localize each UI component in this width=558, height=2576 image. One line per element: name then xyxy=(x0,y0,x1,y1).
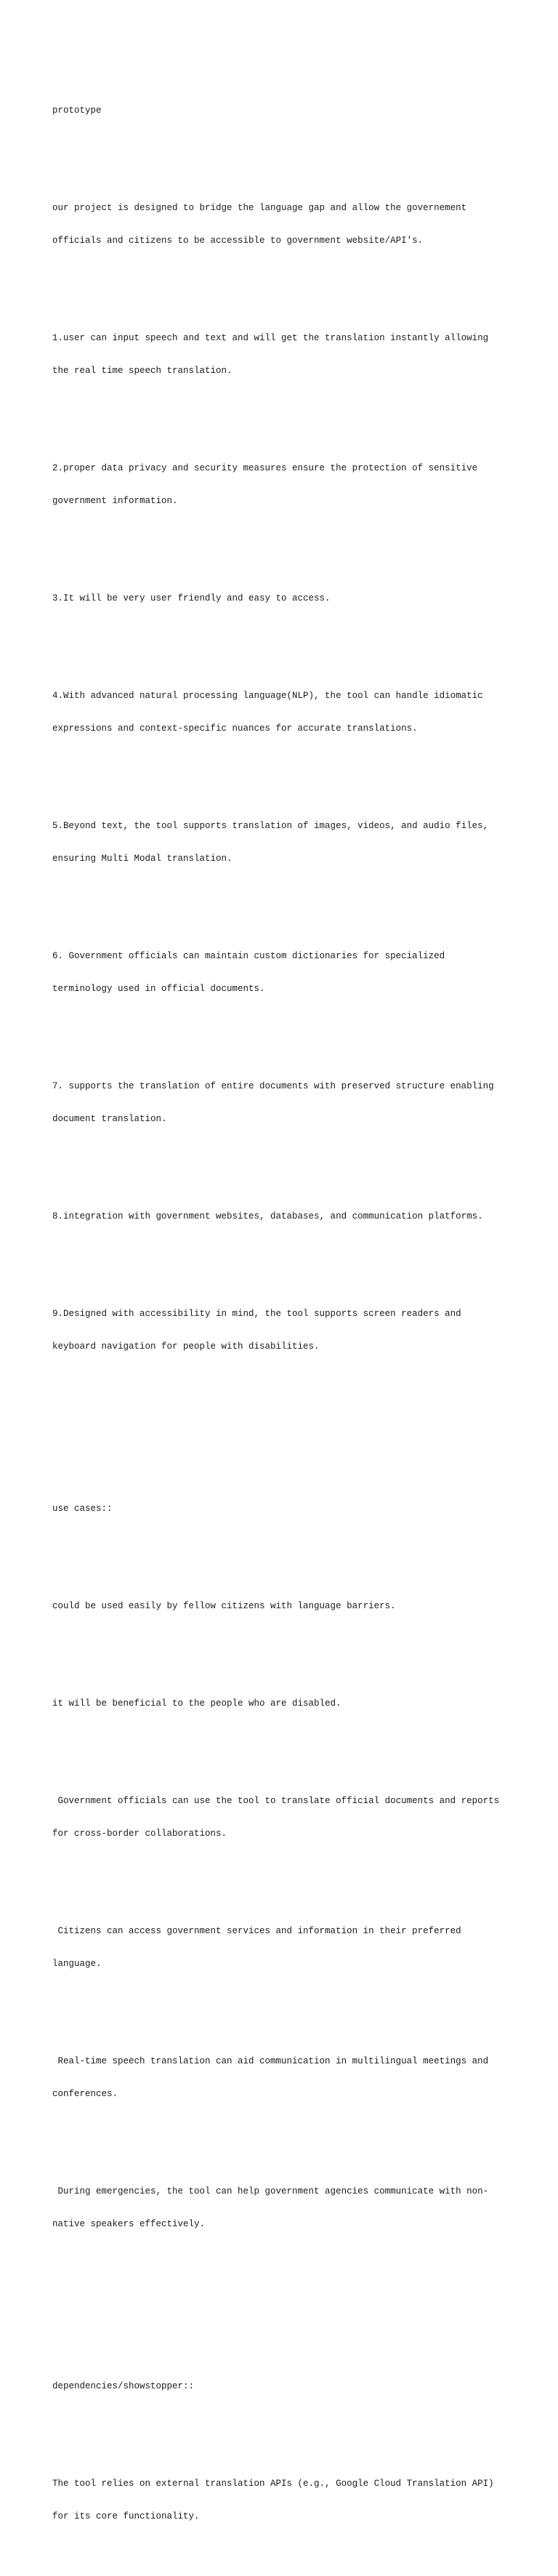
use-case-item-6 xyxy=(52,2164,517,2252)
feature-line: ensuring Multi Modal translation. xyxy=(52,854,232,864)
use-case-item-2 xyxy=(52,1677,517,1731)
use-case-item-5 xyxy=(52,2034,517,2122)
feature-item-8 xyxy=(52,1189,517,1244)
use-case-line: Citizens can access government services and information in their preferred xyxy=(52,1926,461,1936)
dependencies-heading xyxy=(52,2359,517,2414)
use-case-line: conferences. xyxy=(52,2089,118,2099)
feature-line: government information. xyxy=(52,496,178,506)
feature-line: 9.Designed with accessibility in mind, the tool supports screen readers and xyxy=(52,1309,461,1319)
use-case-line: Government officials can use the tool to translate official documents and reports xyxy=(52,1796,500,1806)
use-case-item-3 xyxy=(52,1774,517,1861)
use-case-item-1 xyxy=(52,1579,517,1634)
feature-item-6 xyxy=(52,929,517,1016)
feature-item-9 xyxy=(52,1287,517,1374)
dependency-line: The tool relies on external translation APIs (e.g., Google Cloud Translation API) xyxy=(52,2479,494,2489)
feature-line: terminology used in official documents. xyxy=(52,984,265,994)
heading-line: use cases:: xyxy=(52,1504,113,1514)
use-case-line: it will be beneficial to the people who are disabled. xyxy=(52,1698,341,1709)
dependency-line: for its core functionality. xyxy=(52,2511,200,2521)
feature-item-5 xyxy=(52,799,517,886)
feature-line: 1.user can input speech and text and will get the translation instantly allowing xyxy=(52,333,489,343)
use-case-line: Real-time speech translation can aid communication in multilingual meetings and xyxy=(52,2056,489,2066)
feature-item-2 xyxy=(52,441,517,529)
feature-line: 4.With advanced natural processing language(NLP), the tool can handle idiomatic xyxy=(52,691,483,701)
feature-line: keyboard navigation for people with disabilities. xyxy=(52,1341,320,1352)
use-case-line: could be used easily by fellow citizens with language barriers. xyxy=(52,1601,396,1611)
intro-line: officials and citizens to be accessible to government website/API's. xyxy=(52,236,424,246)
feature-line: 6. Government officials can maintain custom dictionaries for specialized xyxy=(52,951,445,961)
feature-item-7 xyxy=(52,1059,517,1147)
feature-line: 5.Beyond text, the tool supports translation of images, videos, and audio files, xyxy=(52,821,489,831)
document-page xyxy=(52,51,517,2576)
section-spacer xyxy=(52,1417,517,1449)
heading-line: dependencies/showstopper:: xyxy=(52,2381,195,2391)
use-case-line: During emergencies, the tool can help government agencies communicate with non- xyxy=(52,2186,489,2196)
feature-item-3 xyxy=(52,571,517,626)
use-case-item-4 xyxy=(52,1904,517,1991)
intro-paragraph xyxy=(52,181,517,268)
use-case-line: language. xyxy=(52,1959,102,1969)
feature-line: 2.proper data privacy and security measures ensure the protection of sensitive xyxy=(52,463,478,473)
feature-line: 3.It will be very user friendly and easy to access. xyxy=(52,593,331,603)
feature-item-4 xyxy=(52,669,517,756)
intro-line: our project is designed to bridge the language gap and allow the governement xyxy=(52,203,467,213)
feature-line: document translation. xyxy=(52,1114,167,1124)
document-title xyxy=(52,84,517,138)
feature-line: expressions and context-specific nuances for accurate translations. xyxy=(52,723,418,734)
feature-line: the real time speech translation. xyxy=(52,366,232,376)
title-line: prototype xyxy=(52,105,102,116)
use-cases-heading xyxy=(52,1482,517,1536)
use-case-line: native speakers effectively. xyxy=(52,2219,206,2229)
section-spacer xyxy=(52,2295,517,2327)
feature-item-1 xyxy=(52,311,517,398)
feature-line: 8.integration with government websites, databases, and communication platforms. xyxy=(52,1211,483,1221)
dependency-item-1 xyxy=(52,2457,517,2544)
use-case-line: for cross-border collaborations. xyxy=(52,1829,227,1839)
feature-line: 7. supports the translation of entire documents with preserved structure enabling xyxy=(52,1081,494,1091)
